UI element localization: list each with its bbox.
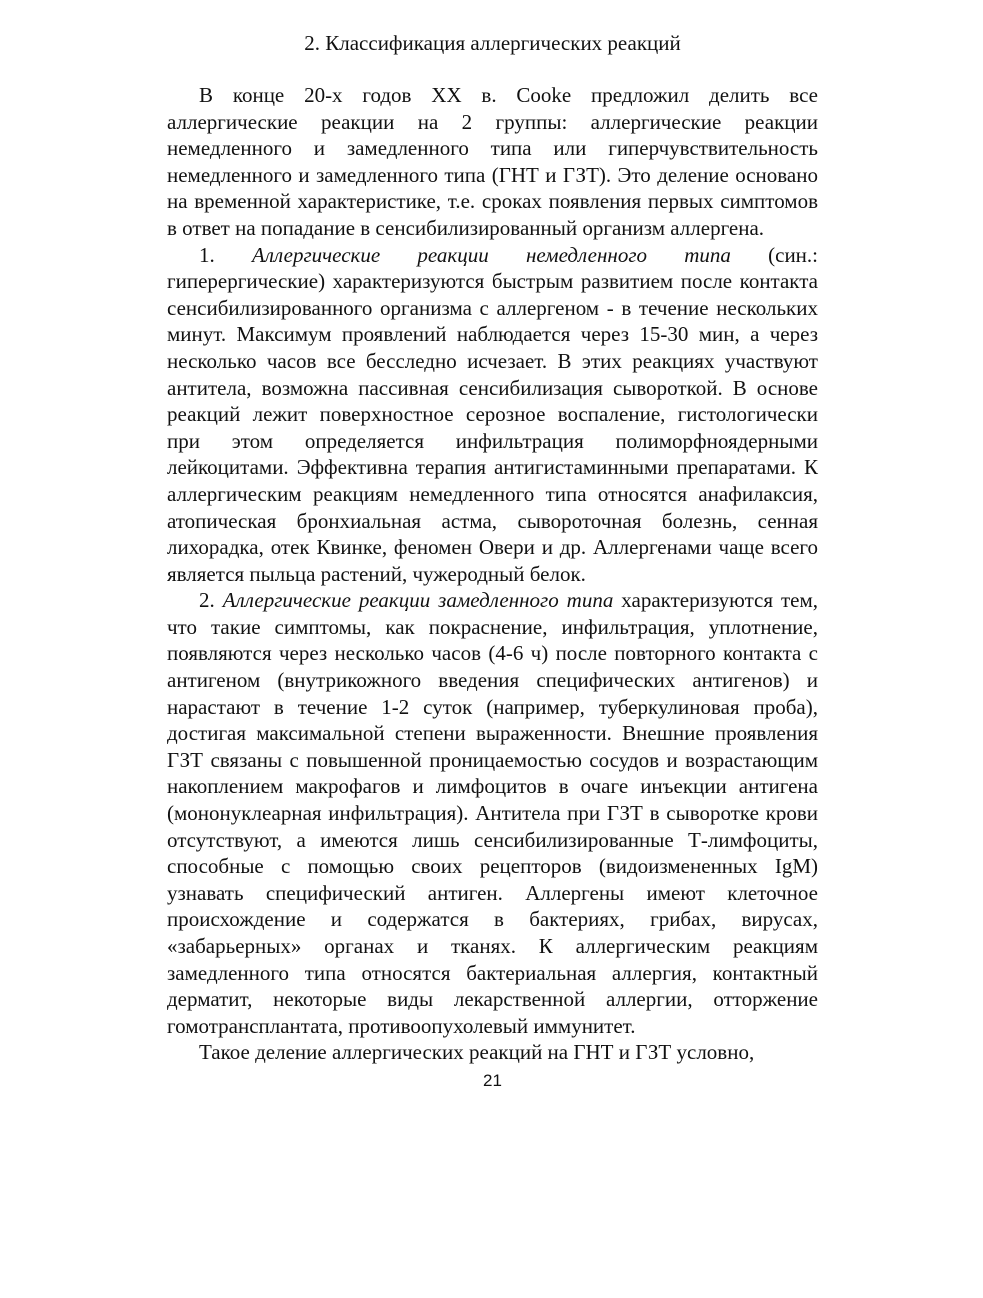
list-number: 1.	[199, 242, 252, 267]
paragraph-text: Такое деление аллергических реакций на ГНТ и ГЗТ условно,	[199, 1040, 755, 1065]
paragraph-delayed-type	[167, 587, 818, 1039]
paragraph-text: характеризуются тем, что такие симптомы, как покраснение, инфильтрация, уплотнение, появляются через несколько часов (4-6 ч) после повторного контакта с антигеном (внутрикожного введения специфических антигенов) и нарастают в течение 1-2 суток (например, туберкулиновая проба), достигая максимальной степени выраженности. Внешние проявления ГЗТ связаны с повышенной проницаемостью сосудов и возрастающим накоплением макрофагов и лимфоцитов в очаге инъекции антигена (мононуклеарная инфильтрация). Антитела при ГЗТ в сыворотке крови отсутствуют, а имеются лишь сенсибилизированные Т-лимфоциты, способные с помощью своих рецепторов (видоизмененных IgM) узнавать специфический антиген. Аллергены имеют клеточное происхождение и содержатся в бактериях, грибах, вирусах, «забарьерных» органах и тканях. К аллергическим реакциям замедленного типа относятся бактериальная аллергия, контактный дерматит, некоторые виды лекарственной аллергии, отторжение гомотрансплантата, противоопухолевый иммунитет.	[167, 588, 818, 1038]
term-immediate-type: Аллергические реакции немедленного типа	[251, 242, 731, 267]
list-number: 2.	[199, 588, 223, 613]
term-delayed-type: Аллергические реакции замедленного типа	[222, 588, 614, 613]
paragraph-intro	[167, 82, 818, 242]
page-number: 21	[483, 1070, 502, 1090]
paragraph-text: (син.: гиперергические) характеризуются быстрым развитием после контакта сенсибилизированного организма с аллергеном - в течение нескольких минут. Максимум проявлений наблюдается через 15-30 мин, а через несколько часов все бесследно исчезает. В этих реакциях участвуют антитела, возможна пассивная сенсибилизация сывороткой. В основе реакций лежит поверхностное серозное воспаление, гистологически при этом определяется инфильтрация полиморфноядерными лейкоцитами. Эффективна терапия антигистаминными препаратами. К аллергическим реакциям немедленного типа относятся анафилаксия, атопическая бронхиальная астма, сывороточная болезнь, сенная лихорадка, отек Квинке, феномен Овери и др. Аллергенами чаще всего является пыльца растений, чужеродный белок.	[167, 242, 819, 586]
paragraph-text: В конце 20-х годов XX в. Cooke предложил делить все аллергические реакции на 2 группы: аллергические реакции немедленного и замедленного типа или гиперчувствительность немедленного и замедленного типа (ГНТ и ГЗТ). Это деление основано на временной характеристике, т.е. сроках появления первых симптомов в ответ на попадание в сенсибилизированный организм аллергена.	[167, 83, 818, 240]
document-page	[167, 30, 818, 1092]
paragraph-conclusion	[167, 1039, 818, 1066]
section-title: 2. Классификация аллергических реакций	[304, 31, 681, 55]
paragraph-immediate-type	[167, 242, 818, 588]
